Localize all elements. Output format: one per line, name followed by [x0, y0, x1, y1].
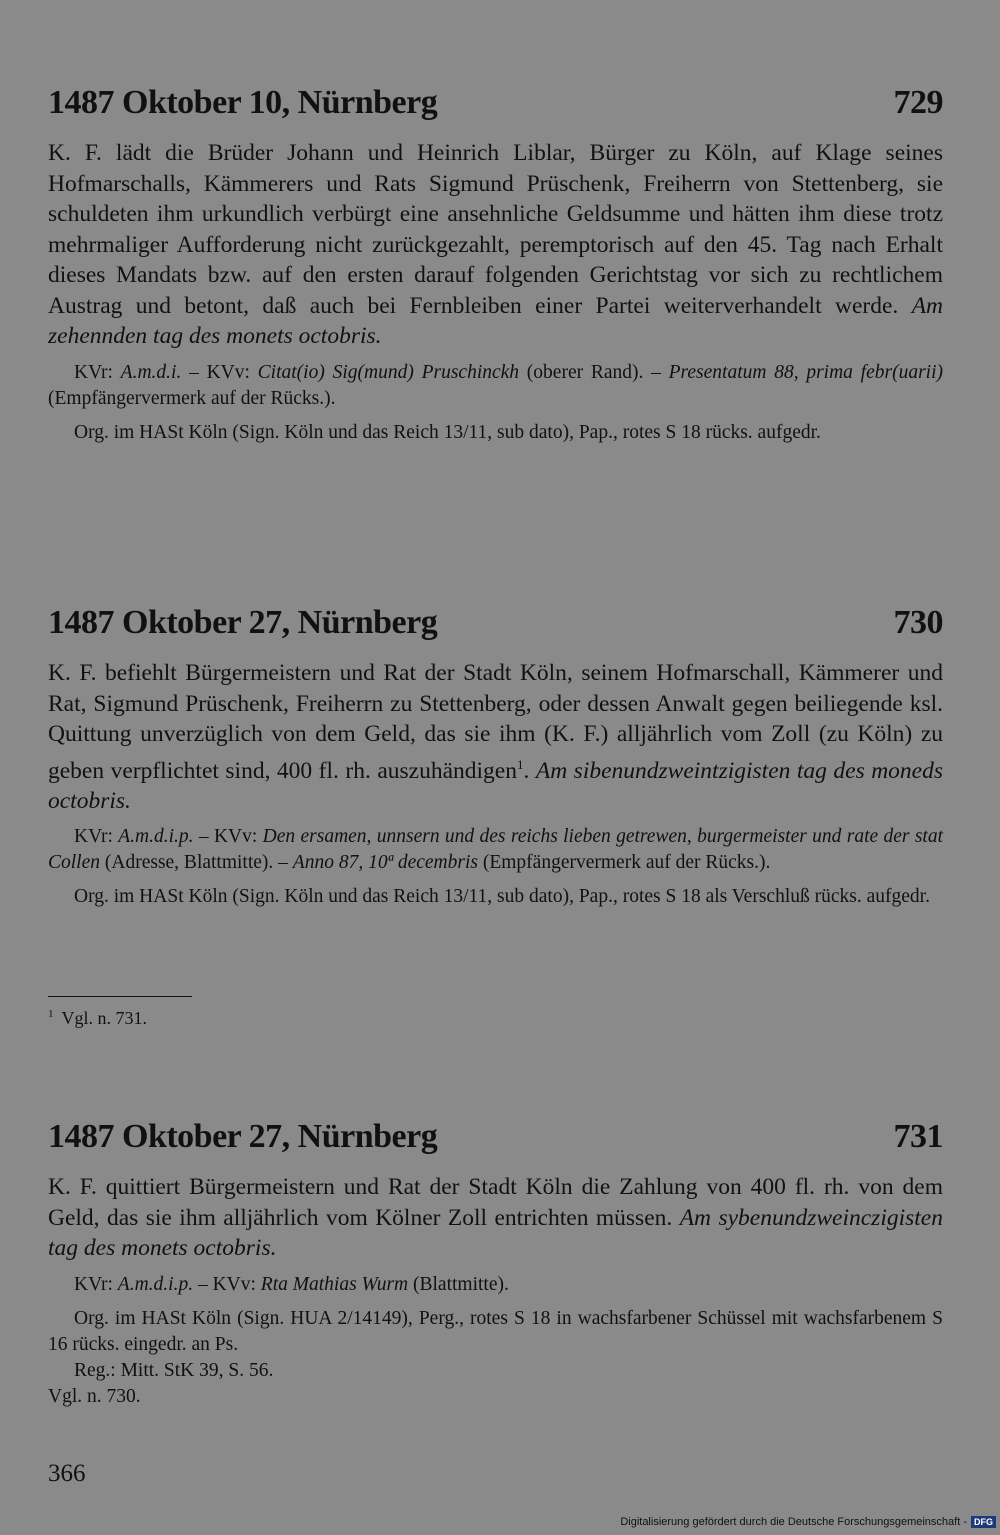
regest-text: K. F. befiehlt Bürgermeistern und Rat der Stadt Köln, seinem Hofmarschall, Kämmerer und Rat, Sigmund Prüschenk, Freiherrn zu Stettenberg, oder dessen Anwalt gegen beiliegende ksl. Quittung unverzüglich von dem Geld, das sie ihm (K. F.) alljährlich vom Zoll (zu Köln) zu geben verpflichtet sind, 400 fl. rh. auszuhändigen: [48, 660, 943, 784]
entry-heading: [48, 84, 943, 122]
dfg-credit-text: Digitalisierung gefördert durch die Deutsche Forschungsgemeinschaft -: [620, 1516, 967, 1528]
kvv-note: (oberer Rand). –: [526, 361, 661, 383]
entry-regest: [48, 138, 943, 352]
kvv-note-2: (Empfängervermerk auf der Rücks.).: [482, 852, 771, 874]
kvv-text: Citat(io) Sig(mund) Pruschinckh: [257, 361, 520, 383]
kvv-label: – KVv:: [198, 826, 258, 848]
kvr-text: A.m.d.i.: [120, 361, 182, 383]
entry-kanzleivermerk: [48, 1272, 943, 1298]
entry-number: 730: [893, 604, 943, 641]
regest-date-quote: Am sibenundzweintzigisten tag des moneds octobris.: [48, 757, 944, 814]
kvr-text: A.m.d.i.p.: [118, 826, 194, 848]
entry-731: [48, 1118, 943, 1410]
footnote-ref: 1: [516, 756, 524, 772]
entry-730: [48, 604, 943, 910]
regest-date-quote: Am zehennden tag des monets octobris.: [48, 292, 944, 349]
dfg-logo: DFG: [971, 1516, 996, 1528]
entry-source: Org. im HASt Köln (Sign. Köln und das Reich 13/11, sub dato), Pap., rotes S 18 rücks. aufgedr.: [74, 421, 821, 443]
kvv-text-2: Presentatum 88, prima febr(uarii): [668, 361, 944, 383]
footnote-rule: [48, 996, 192, 997]
entry-kanzleivermerk: [48, 360, 943, 412]
entry-source: Org. im HASt Köln (Sign. HUA 2/14149), Perg., rotes S 18 in wachsfarbener Schüssel mit wachsfarbenem S 16 rücks. eingedr. an Ps.: [48, 1307, 943, 1355]
entry-regesta-ref: Reg.: Mitt. StK 39, S. 56.: [74, 1359, 274, 1381]
kvv-text: Den ersamen, unnsern und des reichs lieben getrewen, burgermeister und rate der stat Collen: [48, 826, 944, 874]
kvv-label: – KVv:: [197, 1273, 256, 1295]
entry-heading: [48, 604, 943, 642]
footnote: [48, 1008, 147, 1029]
kvv-label: – KVv:: [189, 361, 250, 383]
entry-number: 731: [893, 1118, 943, 1155]
kvr-label: KVr:: [74, 361, 113, 383]
entry-regest: K. F. befiehlt Bürgermeistern und Rat der Stadt Köln, seinem Hofmarschall, Kämmerer und Rat, Sigmund Prüschenk, Freiherrn zu Stettenberg, oder dessen Anwalt gegen beiliegende ksl. Quittung unverzüglich von dem Geld, das sie ihm (K. F.) alljährlich vom Zoll (zu Köln) zu geben verpflichtet sind, 400 fl. rh. auszuhändigen$^1$. Am sibenundzweintzigisten tag des moneds octobris.: [48, 660, 944, 814]
kvv-note-2: (Empfängervermerk auf der Rücks.).: [48, 387, 336, 409]
kvv-text-2: Anno 87, 10ª decembris: [292, 852, 478, 874]
footnote-marker: 1: [48, 1008, 54, 1020]
regest-text: K. F. quittiert Bürgermeistern und Rat der Stadt Köln die Zahlung von 400 fl. rh. von dem Geld, das sie ihm alljährlich vom Kölner Zoll entrichten müssen.: [48, 1174, 943, 1231]
footnote-text: Vgl. n. 731.: [61, 1008, 147, 1028]
page-number: 366: [48, 1460, 86, 1487]
kvr-label: KVr:: [74, 826, 113, 848]
entry-date-place: 1487 Oktober 27, Nürnberg: [48, 1118, 438, 1155]
entry-number: 729: [893, 84, 943, 121]
entry-regest: [48, 1172, 943, 1264]
entry-729: [48, 84, 943, 446]
kvv-note: (Adresse, Blattmitte). –: [104, 852, 288, 874]
entry-kanzleivermerk: [48, 824, 943, 876]
kvr-text: A.m.d.i.p.: [117, 1273, 194, 1295]
entry-heading: [48, 1118, 943, 1156]
entry-cross-ref: Vgl. n. 730.: [48, 1385, 141, 1407]
kvv-note: (Blattmitte).: [413, 1273, 509, 1295]
entry-source: Org. im HASt Köln (Sign. Köln und das Reich 13/11, sub dato), Pap., rotes S 18 als Verschluß rücks. aufgedr.: [74, 886, 930, 908]
regest-date-quote: Am sybenundzweinczigisten tag des monets octobris.: [48, 1204, 943, 1261]
kvr-label: KVr:: [74, 1273, 113, 1295]
regest-text: K. F. lädt die Brüder Johann und Heinrich Liblar, Bürger zu Köln, auf Klage seines Hofmarschalls, Kämmerers und Rats Sigmund Prüschenk, Freiherrn von Stettenberg, sie schuldeten ihm urkundlich verbürgt eine ansehnliche Geldsumme und hätten ihm diese trotz mehrmaliger Aufforderung nicht zurückgezahlt, peremptorisch auf den 45. Tag nach Erhalt dieses Mandats bzw. auf den ersten darauf folgenden Gerichtstag vor sich zu rechtlichem Austrag und betont, daß auch bei Fernbleiben einer Partei weiterverhandelt werde.: [48, 140, 943, 319]
entry-date-place: 1487 Oktober 27, Nürnberg: [48, 604, 438, 641]
dfg-credit: [620, 1516, 996, 1528]
kvv-text: Rta Mathias Wurm: [260, 1273, 409, 1295]
entry-date-place: 1487 Oktober 10, Nürnberg: [48, 84, 438, 121]
